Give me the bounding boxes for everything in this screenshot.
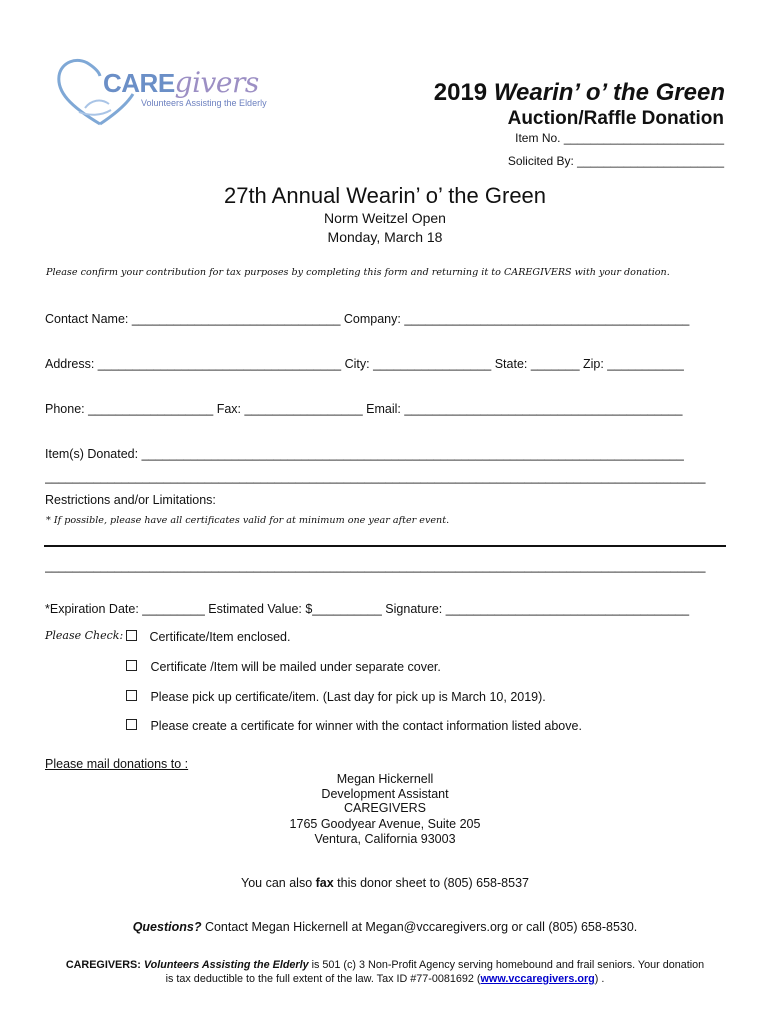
checkbox-icon[interactable] [126, 719, 137, 730]
title-event: Wearin’ o’ the Green [493, 79, 725, 106]
website-link[interactable]: www.vccaregivers.org [480, 973, 595, 985]
check-option-label: Please create a certificate for winner with the contact information listed above. [150, 719, 582, 733]
checkbox-icon[interactable] [126, 630, 137, 641]
please-check-label: Please Check: [45, 629, 124, 642]
mail-title: Development Assistant [321, 787, 449, 801]
mail-name: Megan Hickernell [336, 772, 434, 786]
items-donated-row[interactable]: Item(s) Donated: ______________________________________________________________________________ [45, 447, 684, 461]
intro-text: Please confirm your contribution for tax purposes by completing this form and returning it to CAREGIVERS with your donation. [46, 267, 670, 278]
page-subtitle: Auction/Raffle Donation [507, 108, 724, 129]
restrictions-line[interactable] [44, 545, 726, 547]
restrictions-label: Restrictions and/or Limitations: [45, 493, 216, 507]
check-option-label: Certificate/Item enclosed. [149, 630, 291, 644]
check-option-label: Please pick up certificate/item. (Last day for pick up is March 10, 2019). [150, 690, 546, 704]
questions-note: Questions? Contact Megan Hickernell at Megan@vccaregivers.org or call (805) 658-8530. [132, 920, 638, 934]
mail-street: 1765 Goodyear Avenue, Suite 205 [289, 817, 481, 831]
mail-label: Please mail donations to : [45, 757, 189, 771]
event-name: 27th Annual Wearin’ o’ the Green [223, 183, 547, 208]
address-row[interactable]: Address: ___________________________________ City: _________________ State: _______ Zip: ___________ [45, 357, 684, 371]
logo-givers-text: givers [174, 66, 259, 99]
items-donated-row-2[interactable]: _______________________________________________________________________________________________ [45, 470, 706, 484]
item-no-field[interactable]: Item No. ________________________ [515, 131, 724, 145]
solicited-by-field[interactable]: Solicited By: ______________________ [507, 154, 724, 168]
checkbox-icon[interactable] [126, 690, 137, 701]
mail-city: Ventura, California 93003 [314, 832, 456, 846]
footer-line-1: CAREGIVERS: Volunteers Assisting the Elderly is 501 (c) 3 Non-Profit Agency serving homebound and frail seniors. Your donation [65, 959, 705, 971]
caregivers-logo [55, 56, 275, 128]
certificates-note: * If possible, please have all certificates valid for at minimum one year after event. [46, 515, 450, 526]
mail-org: CAREGIVERS [344, 801, 426, 815]
event-date: Monday, March 18 [327, 229, 443, 245]
check-option-label: Certificate /Item will be mailed under separate cover. [150, 660, 441, 674]
check-option-2[interactable] [126, 658, 441, 676]
contact-company-row[interactable]: Contact Name: ______________________________ Company: _________________________________________ [45, 312, 690, 326]
logo-care-text: CARE [103, 68, 175, 98]
check-option-1[interactable] [126, 628, 291, 646]
phone-fax-email-row[interactable]: Phone: __________________ Fax: _________________ Email: ________________________________________ [45, 402, 683, 416]
check-option-3[interactable] [126, 688, 546, 706]
expiration-value-signature-row[interactable]: *Expiration Date: _________ Estimated Value: $__________ Signature: ___________________________________ [45, 602, 690, 616]
fax-note: You can also fax this donor sheet to (805) 658-8537 [241, 876, 529, 890]
logo-tagline: Volunteers Assisting the Elderly [141, 98, 267, 108]
event-sub: Norm Weitzel Open [324, 210, 446, 226]
title-year: 2019 [433, 79, 494, 106]
restrictions-row-2[interactable]: _______________________________________________________________________________________________ [45, 559, 706, 573]
checkbox-icon[interactable] [126, 660, 137, 671]
footer-line-2: is tax deductible to the full extent of the law. Tax ID #77-0081692 (www.vccaregivers.org) . [165, 973, 605, 985]
check-option-4[interactable] [126, 717, 582, 735]
page-title [434, 79, 725, 107]
